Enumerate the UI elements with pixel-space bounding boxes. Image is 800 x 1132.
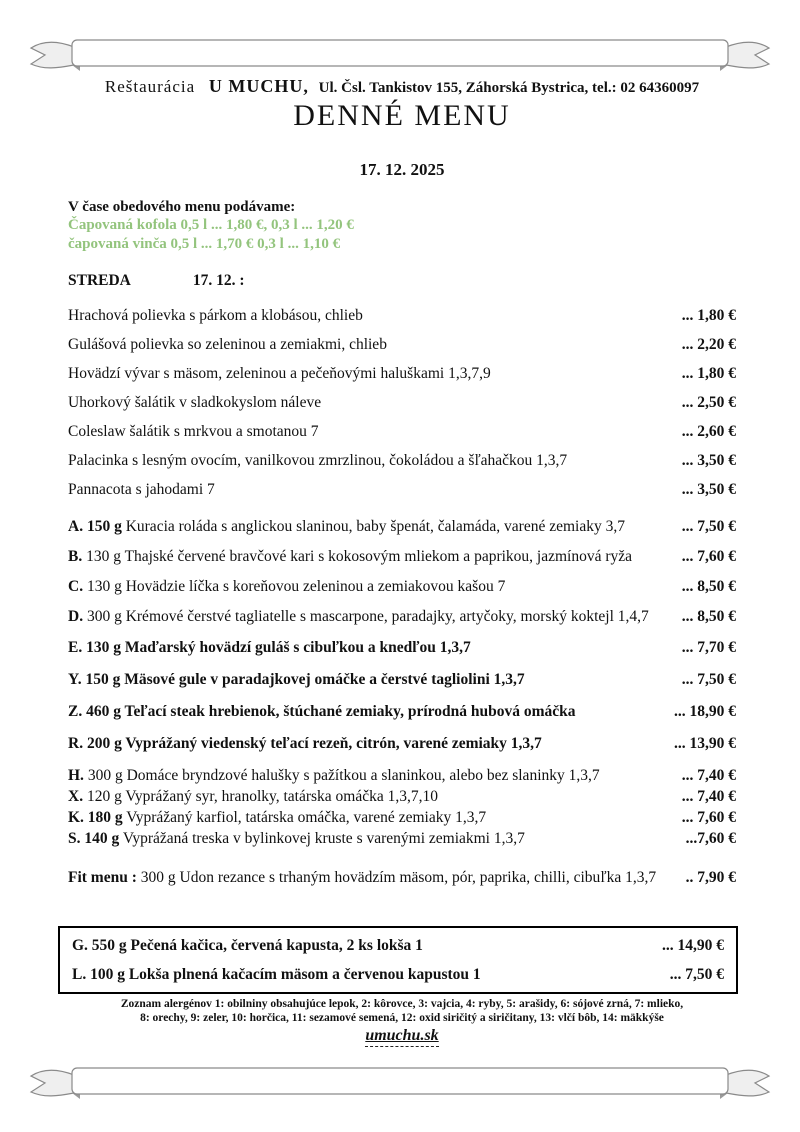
menu-item bbox=[68, 703, 736, 721]
item-price: ... 8,50 € bbox=[681, 608, 736, 625]
item-prefix: A. 150 g bbox=[68, 518, 122, 535]
menu-item bbox=[68, 307, 736, 325]
item-text bbox=[68, 548, 676, 566]
item-prefix: D. bbox=[68, 608, 84, 625]
item-text: Hovädzí vývar s mäsom, zeleninou a pečeňovými haluškami 1,3,7,9 bbox=[68, 365, 491, 382]
item-price: ... 14,90 € bbox=[662, 937, 724, 954]
item-price: ...7,60 € bbox=[685, 830, 736, 847]
menu-item bbox=[68, 394, 736, 412]
menu-item bbox=[68, 518, 736, 536]
menu-item bbox=[72, 966, 724, 984]
menu-item bbox=[68, 788, 736, 806]
item-rest: 300 g Domáce bryndzové halušky s pažítkou a slaninkou, alebo bez slaninky 1,3,7 bbox=[83, 767, 600, 784]
restaurant-name: U MUCHU, bbox=[208, 76, 309, 96]
item-price: ... 7,70 € bbox=[681, 639, 736, 656]
item-rest: 300 g Krémové čerstvé tagliatelle s mascarpone, paradajky, artyčoky, morský koktejl 1,4,7 bbox=[83, 608, 649, 625]
item-text: Gulášová polievka so zeleninou a zemiakmi, chlieb bbox=[68, 336, 387, 353]
item-text: R. 200 g Vyprážaný viedenský teľací rezeň, citrón, varené zemiaky 1,3,7 bbox=[68, 735, 542, 752]
restaurant-address: Ul. Čsl. Tankistov 155, Záhorská Bystrica, tel.: 02 64360097 bbox=[318, 80, 700, 96]
item-rest: Kuracia roláda s anglickou slaninou, baby špenát, čalamáda, varené zemiaky 3,7 bbox=[121, 518, 625, 535]
menu-item bbox=[72, 937, 724, 955]
menu-item bbox=[68, 809, 736, 827]
item-price: ... 8,50 € bbox=[681, 578, 736, 595]
serving-section bbox=[68, 199, 736, 254]
page-title: DENNÉ MENU bbox=[293, 99, 511, 132]
website-link[interactable]: umuchu.sk bbox=[365, 1027, 438, 1047]
item-rest: Vyprážaný karfiol, tatárska omáčka, varené zemiaky 1,3,7 bbox=[122, 809, 487, 826]
menu-item bbox=[68, 336, 736, 354]
header-line bbox=[68, 76, 736, 97]
menu-item bbox=[68, 452, 736, 470]
item-rest: Vyprážaná treska v bylinkovej kruste s varenými zemiakmi 1,3,7 bbox=[119, 830, 525, 847]
day-label: STREDA bbox=[68, 272, 131, 289]
item-text: G. 550 g Pečená kačica, červená kapusta, 2 ks lokša 1 bbox=[72, 937, 423, 954]
item-prefix: Fit menu : bbox=[68, 869, 137, 886]
menu-item bbox=[68, 578, 736, 596]
menu-item bbox=[68, 481, 736, 499]
menu-item bbox=[68, 869, 736, 887]
item-rest: 300 g Udon rezance s trhaným hovädzím mäsom, pór, paprika, chilli, cibuľka 1,3,7 bbox=[136, 869, 657, 886]
starters-section bbox=[68, 307, 736, 499]
item-text: Hrachová polievka s párkom a klobásou, chlieb bbox=[68, 307, 363, 324]
specials-box bbox=[58, 926, 738, 994]
item-price: ... 7,40 € bbox=[681, 767, 736, 784]
item-price: .. 7,90 € bbox=[685, 869, 736, 886]
serving-note: V čase obedového menu podávame: bbox=[68, 199, 296, 215]
item-prefix: C. bbox=[68, 578, 84, 595]
drink-line-1: Čapovaná kofola 0,5 l ... 1,80 €, 0,3 l ... 1,20 € bbox=[68, 217, 354, 233]
day-date: 17. 12. : bbox=[192, 272, 245, 289]
menu-item bbox=[68, 639, 736, 657]
item-price: ... 7,50 € bbox=[669, 966, 724, 983]
fit-menu-section bbox=[68, 869, 736, 887]
restaurant-label: Reštaurácia bbox=[104, 77, 196, 96]
menu-item bbox=[68, 365, 736, 383]
item-text: Y. 150 g Mäsové gule v paradajkovej omáčke a čerstvé tagliolini 1,3,7 bbox=[68, 671, 525, 688]
item-text bbox=[68, 830, 680, 848]
item-price: ... 1,80 € bbox=[681, 365, 736, 382]
item-price: ... 3,50 € bbox=[681, 452, 736, 469]
website-line bbox=[68, 1027, 736, 1047]
item-text bbox=[68, 518, 676, 536]
menu-date: 17. 12. 2025 bbox=[359, 160, 445, 179]
menu-item bbox=[68, 548, 736, 566]
item-text bbox=[68, 608, 676, 626]
drink-line-2: čapovaná vinča 0,5 l ... 1,70 € 0,3 l ... 1,10 € bbox=[68, 236, 341, 252]
day-heading bbox=[68, 272, 736, 290]
item-text: L. 100 g Lokša plnená kačacím mäsom a červenou kapustou 1 bbox=[72, 966, 481, 983]
item-price: ... 7,60 € bbox=[681, 548, 736, 565]
mains-abcd-section bbox=[68, 518, 736, 626]
item-prefix: S. 140 g bbox=[68, 830, 120, 847]
item-rest: 130 g Thajské červené bravčové kari s kokosovým mliekom a paprikou, jazmínová ryža bbox=[82, 548, 633, 565]
menu-item bbox=[68, 735, 736, 753]
item-prefix: K. 180 g bbox=[68, 809, 123, 826]
item-prefix: X. bbox=[68, 788, 84, 805]
item-prefix: B. bbox=[68, 548, 83, 565]
allergens-footer bbox=[48, 997, 756, 1025]
item-text: Z. 460 g Teľací steak hrebienok, štúchané zemiaky, prírodná hubová omáčka bbox=[68, 703, 576, 720]
menu-item bbox=[68, 830, 736, 848]
item-text: Palacinka s lesným ovocím, vanilkovou zmrzlinou, čokoládou a šľahačkou 1,3,7 bbox=[68, 452, 568, 469]
bottom-ribbon-decoration bbox=[28, 1062, 772, 1104]
item-rest: 130 g Hovädzie líčka s koreňovou zeleninou a zemiakovou kašou 7 bbox=[83, 578, 506, 595]
item-text: Pannacota s jahodami 7 bbox=[68, 481, 215, 498]
item-price: ... 18,90 € bbox=[674, 703, 736, 720]
item-text: Uhorkový šalátik v sladkokyslom náleve bbox=[68, 394, 322, 411]
item-prefix: H. bbox=[68, 767, 84, 784]
item-price: ... 2,50 € bbox=[681, 394, 736, 411]
mains-hxks-section bbox=[68, 767, 736, 848]
menu-item bbox=[68, 671, 736, 689]
menu-item bbox=[68, 423, 736, 441]
item-price: ... 2,60 € bbox=[681, 423, 736, 440]
item-text bbox=[68, 578, 676, 596]
item-text bbox=[68, 788, 676, 806]
item-rest: 120 g Vyprážaný syr, hranolky, tatárska omáčka 1,3,7,10 bbox=[83, 788, 439, 805]
item-price: ... 7,50 € bbox=[681, 518, 736, 535]
menu-item bbox=[68, 767, 736, 785]
allergens-line-1: Zoznam alergénov 1: obilniny obsahujúce lepok, 2: kôrovce, 3: vajcia, 4: ryby, 5: arašidy, 6: sójové zrná, 7: mlieko, bbox=[120, 998, 684, 1010]
item-price: ... 13,90 € bbox=[674, 735, 736, 752]
item-text bbox=[68, 869, 680, 887]
item-text: Coleslaw šalátik s mrkvou a smotanou 7 bbox=[68, 423, 319, 440]
item-text bbox=[68, 767, 676, 785]
top-ribbon-decoration bbox=[28, 34, 772, 76]
item-text: E. 130 g Maďarský hovädzí guláš s cibuľkou a knedľou 1,3,7 bbox=[68, 639, 471, 656]
menu-item bbox=[68, 608, 736, 626]
item-price: ... 1,80 € bbox=[681, 307, 736, 324]
item-price: ... 2,20 € bbox=[681, 336, 736, 353]
item-text bbox=[68, 809, 676, 827]
menu-content bbox=[0, 76, 800, 1047]
mains-eyzr-section bbox=[68, 639, 736, 753]
allergens-line-2: 8: orechy, 9: zeler, 10: horčica, 11: sezamové semená, 12: oxid siričitý a siričitany, 13: vlčí bôb, 14: mäkkýše bbox=[140, 1012, 664, 1024]
item-price: ... 7,60 € bbox=[681, 809, 736, 826]
item-price: ... 7,50 € bbox=[681, 671, 736, 688]
item-price: ... 7,40 € bbox=[681, 788, 736, 805]
item-price: ... 3,50 € bbox=[681, 481, 736, 498]
